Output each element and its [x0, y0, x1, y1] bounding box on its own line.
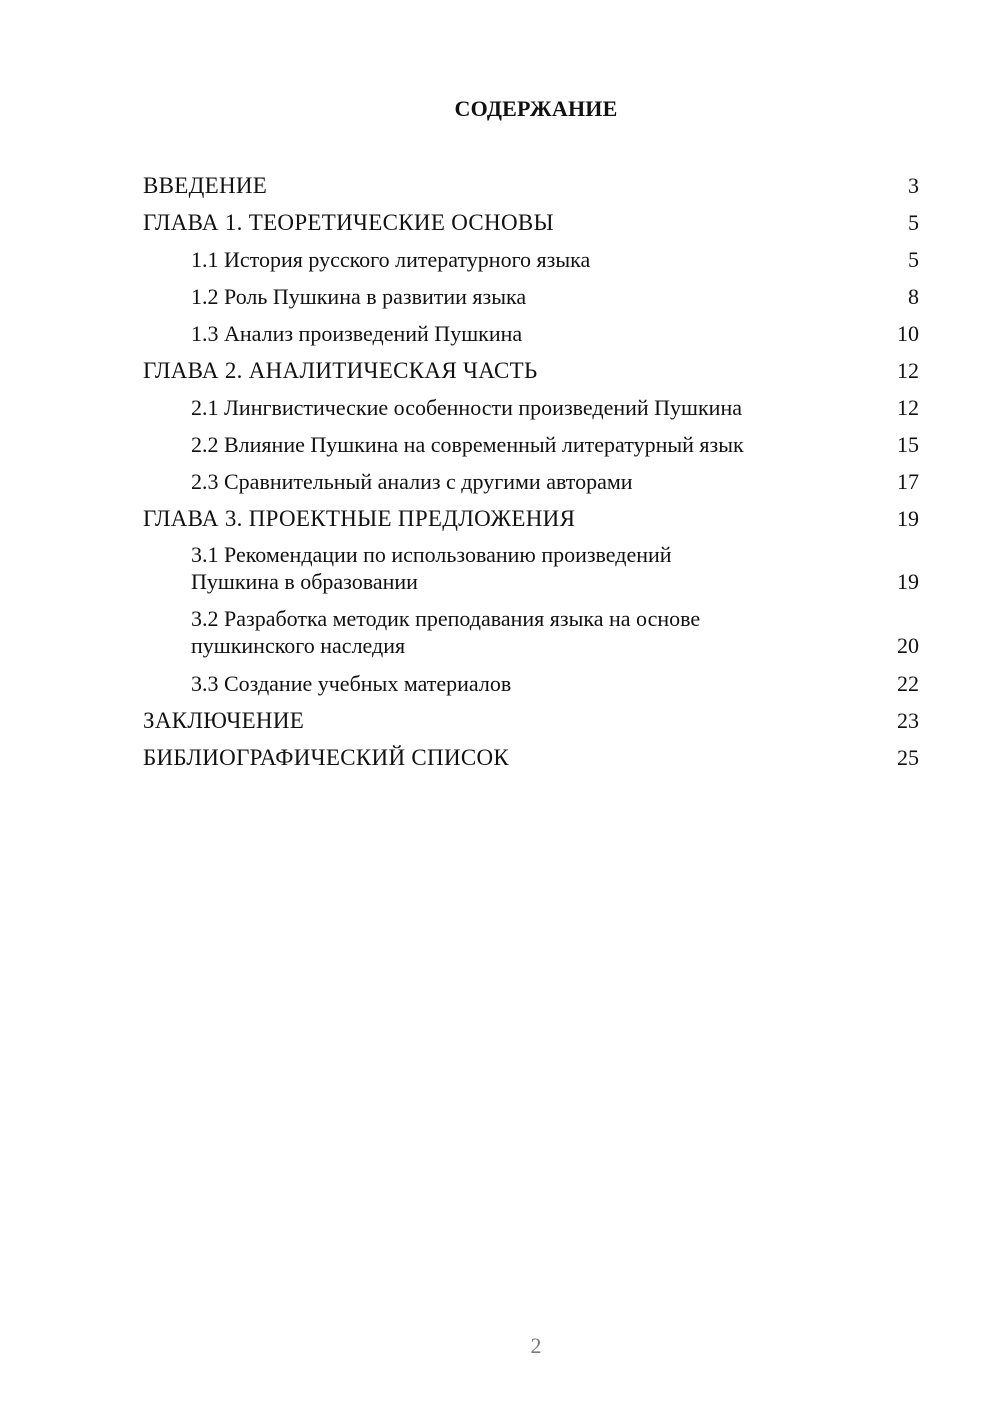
toc-entry-page: 8: [908, 284, 919, 309]
toc-entry-label-line-1: 3.2 Разработка методик преподавания языка на основе: [191, 606, 701, 631]
toc-entry-section-3-1[interactable]: [143, 537, 919, 601]
toc-entry-label: БИБЛИОГРАФИЧЕСКИЙ СПИСОК: [143, 745, 510, 770]
toc-entry-section-2-1[interactable]: [143, 389, 919, 426]
table-of-contents: [143, 167, 919, 776]
toc-entry-section-3-2[interactable]: [143, 601, 919, 665]
toc-entry-page: 19: [897, 506, 919, 531]
toc-entry-label-line-2: Пушкина в образовании: [191, 569, 418, 594]
toc-entry-label: 1.2 Роль Пушкина в развитии языка: [191, 284, 527, 309]
toc-entry-label: 2.2 Влияние Пушкина на современный литературный язык: [191, 432, 744, 457]
toc-entry-page: 20: [897, 633, 919, 658]
toc-entry-page: 19: [897, 569, 919, 594]
toc-entry-chapter-2[interactable]: [143, 352, 919, 389]
toc-entry-page: 23: [897, 708, 919, 733]
page-number: 2: [530, 1333, 542, 1358]
toc-entry-section-2-2[interactable]: [143, 426, 919, 463]
toc-entry-page: 15: [897, 432, 919, 457]
toc-entry-bibliography[interactable]: [143, 739, 919, 776]
toc-entry-label: [191, 605, 700, 659]
toc-entry-section-1-3[interactable]: [143, 315, 919, 352]
toc-entry-section-1-2[interactable]: [143, 278, 919, 315]
toc-entry-section-1-1[interactable]: [143, 241, 919, 278]
toc-entry-page: 5: [908, 247, 919, 272]
toc-entry-label: ГЛАВА 1. ТЕОРЕТИЧЕСКИЕ ОСНОВЫ: [143, 210, 554, 235]
page-title: СОДЕРЖАНИЕ: [454, 96, 618, 121]
toc-entry-chapter-1[interactable]: [143, 204, 919, 241]
toc-entry-page: 17: [897, 469, 919, 494]
toc-entry-section-3-3[interactable]: [143, 665, 919, 702]
toc-entry-label: ЗАКЛЮЧЕНИЕ: [143, 708, 305, 733]
toc-entry-label: 3.3 Создание учебных материалов: [191, 671, 512, 696]
toc-entry-label: ВВЕДЕНИЕ: [143, 173, 268, 198]
toc-entry-label: [191, 541, 672, 595]
toc-entry-page: 3: [908, 173, 919, 198]
toc-entry-label: 2.3 Сравнительный анализ с другими авторами: [191, 469, 633, 494]
toc-entry-page: 25: [897, 745, 919, 770]
toc-entry-label: 1.1 История русского литературного языка: [191, 247, 591, 272]
toc-entry-label-line-1: 3.1 Рекомендации по использованию произведений: [191, 542, 672, 567]
toc-entry-introduction[interactable]: [143, 167, 919, 204]
toc-entry-label: ГЛАВА 2. АНАЛИТИЧЕСКАЯ ЧАСТЬ: [143, 358, 538, 383]
toc-entry-label: ГЛАВА 3. ПРОЕКТНЫЕ ПРЕДЛОЖЕНИЯ: [143, 506, 576, 531]
toc-entry-conclusion[interactable]: [143, 702, 919, 739]
toc-entry-section-2-3[interactable]: [143, 463, 919, 500]
toc-entry-page: 12: [897, 358, 919, 383]
toc-entry-label: 2.1 Лингвистические особенности произведений Пушкина: [191, 395, 742, 420]
toc-entry-page: 12: [897, 395, 919, 420]
toc-entry-page: 5: [908, 210, 919, 235]
toc-entry-page: 10: [897, 321, 919, 346]
toc-entry-page: 22: [897, 671, 919, 696]
toc-entry-label: 1.3 Анализ произведений Пушкина: [191, 321, 523, 346]
toc-entry-chapter-3[interactable]: [143, 500, 919, 537]
toc-entry-label-line-2: пушкинского наследия: [191, 633, 406, 658]
